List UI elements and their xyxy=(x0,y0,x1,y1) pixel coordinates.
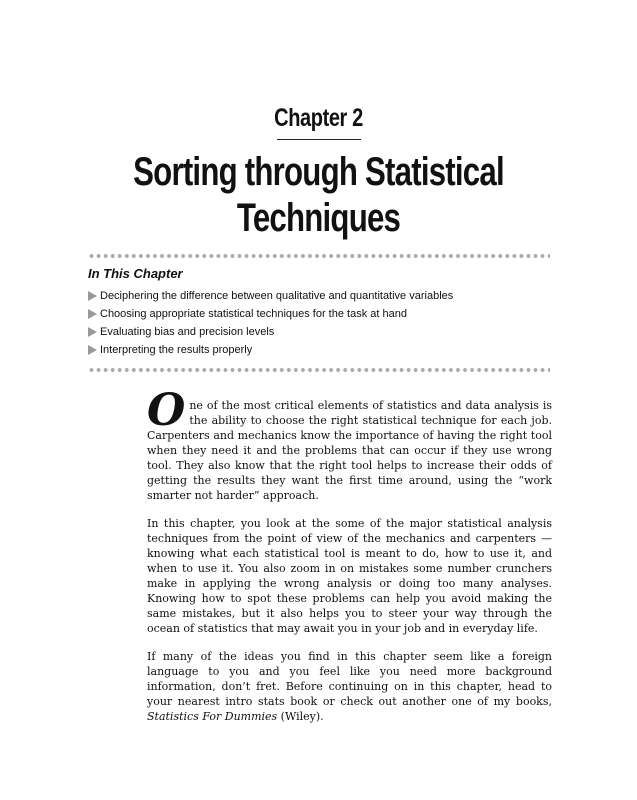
chapter-title-line-1: Sorting through Statistical xyxy=(133,150,504,194)
list-item-text: Interpreting the results properly xyxy=(100,344,253,356)
chapter-label: Chapter 2 xyxy=(274,104,363,132)
paragraph-3 xyxy=(147,649,552,724)
book-title: Statistics For Dummies xyxy=(147,710,278,723)
list-item-text: Evaluating bias and precision levels xyxy=(100,326,275,338)
in-this-chapter-heading: In This Chapter xyxy=(88,266,183,281)
dotted-divider-top xyxy=(88,253,550,259)
drop-cap: O xyxy=(147,385,186,436)
chapter-title-line-2: Techniques xyxy=(236,196,401,240)
list-item xyxy=(88,341,453,359)
list-item xyxy=(88,305,453,323)
chapter-rule xyxy=(277,139,361,140)
list-item xyxy=(88,323,453,341)
body-text xyxy=(147,385,552,737)
list-item xyxy=(88,287,453,305)
triangle-bullet-icon xyxy=(88,327,97,337)
list-item-text: Deciphering the difference between qualitative and quantitative variables xyxy=(100,290,454,302)
paragraph-3-end: (Wiley). xyxy=(277,710,324,723)
triangle-bullet-icon xyxy=(88,291,97,301)
paragraph-1-text: ne of the most critical elements of statistics and data analysis is the ability to choose the right statistical technique for each job. Carpenters and mechanics know the importance of having the right tool when they need it and the problems that can occur if they use wrong tool. They also know that the right tool helps to increase their odds of getting the results they want the first time around, using the “work smarter not harder” approach. xyxy=(147,399,552,502)
paragraph-1 xyxy=(147,385,552,503)
list-item-text: Choosing appropriate statistical techniques for the task at hand xyxy=(100,308,407,320)
paragraph-2: In this chapter, you look at the some of the major statistical analysis techniques from the point of view of the mechanics and carpenters — knowing what each statistical tool is meant to do, how to use it, and when to use it. You also zoom in on mistakes some number crunchers make in applying the wrong analysis or doing too many analyses. Knowing how to spot these problems can help you avoid making the same mistakes, but it also helps you to steer your way through the ocean of statistics that may await you in your job and in everyday life. xyxy=(147,517,552,635)
paragraph-3-text: If many of the ideas you find in this chapter seem like a foreign language to you and you feel like you need more background information, don’t fret. Before continuing on in this chapter, head to your nearest intro stats book or check out another one of my books, xyxy=(147,650,552,708)
triangle-bullet-icon xyxy=(88,345,97,355)
dotted-divider-bottom xyxy=(88,367,550,373)
triangle-bullet-icon xyxy=(88,309,97,319)
chapter-topics-list xyxy=(88,287,453,359)
chapter-title xyxy=(70,149,567,241)
